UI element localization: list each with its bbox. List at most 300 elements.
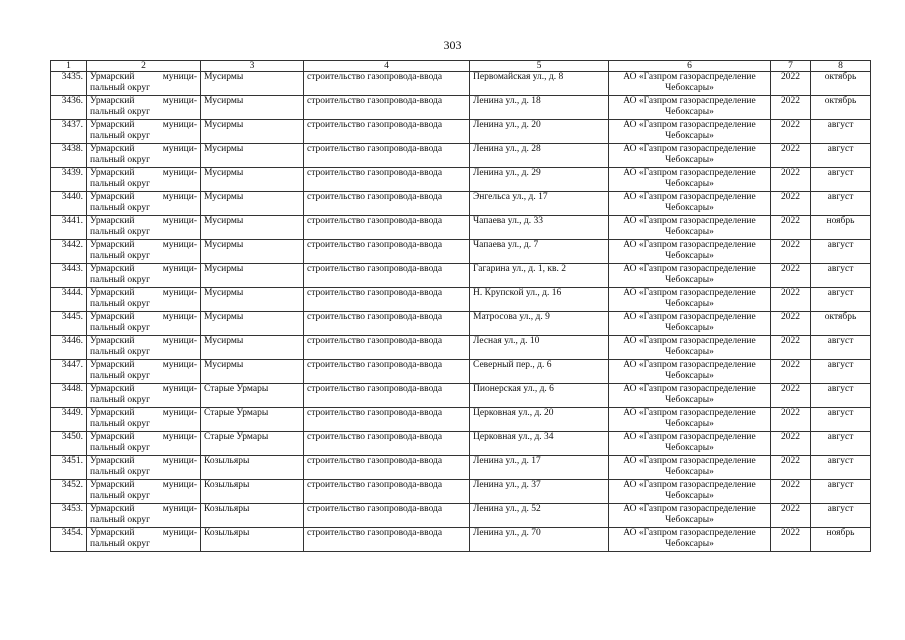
month-cell — [811, 216, 871, 240]
table-row — [51, 96, 871, 120]
row-number-cell — [51, 336, 87, 360]
work-cell — [304, 384, 470, 408]
address: Ленина ул., д. 52 — [473, 504, 541, 514]
organization-cell — [609, 336, 771, 360]
settlement-cell — [201, 456, 304, 480]
year-cell — [771, 240, 811, 264]
month: август — [827, 120, 854, 130]
year: 2022 — [781, 288, 800, 298]
table-row — [51, 408, 871, 432]
column-header: 8 — [811, 61, 871, 72]
district-cell — [87, 336, 201, 360]
organization-cell — [609, 240, 771, 264]
district-line-2: пальный округ — [90, 443, 151, 453]
address: Пионерская ул., д. 6 — [473, 384, 554, 394]
work-cell — [304, 192, 470, 216]
address: Ленина ул., д. 20 — [473, 120, 541, 130]
work-type: строительство газопровода-ввода — [307, 336, 443, 346]
address-cell — [470, 432, 609, 456]
month: август — [827, 408, 854, 418]
organization-line-2: Чебоксары» — [665, 515, 714, 525]
district-line-2: пальный округ — [90, 539, 151, 549]
settlement: Старые Урмары — [204, 432, 269, 442]
year-cell — [771, 312, 811, 336]
district-line-1: Урмарский муници- — [90, 144, 197, 154]
row-number: 3439. — [61, 168, 83, 178]
settlement-cell — [201, 120, 304, 144]
work-cell — [304, 72, 470, 96]
organization-line-1: АО «Газпром газораспределение — [623, 408, 756, 418]
settlement-cell — [201, 288, 304, 312]
district-line-2: пальный округ — [90, 371, 151, 381]
month-cell — [811, 144, 871, 168]
district-line-1: Урмарский муници- — [90, 240, 197, 250]
organization-line-1: АО «Газпром газораспределение — [623, 480, 756, 490]
address: Ленина ул., д. 70 — [473, 528, 541, 538]
table-row — [51, 288, 871, 312]
settlement: Мусирмы — [204, 72, 244, 82]
month: октябрь — [824, 312, 857, 322]
settlement: Мусирмы — [204, 144, 244, 154]
settlement-cell — [201, 72, 304, 96]
address: Ленина ул., д. 28 — [473, 144, 541, 154]
organization-line-2: Чебоксары» — [665, 179, 714, 189]
organization-line-2: Чебоксары» — [665, 491, 714, 501]
district-cell — [87, 240, 201, 264]
organization-cell — [609, 360, 771, 384]
district-line-1: Урмарский муници- — [90, 432, 197, 442]
year-cell — [771, 120, 811, 144]
row-number: 3437. — [61, 120, 83, 130]
work-cell — [304, 168, 470, 192]
year-cell — [771, 264, 811, 288]
district-cell — [87, 120, 201, 144]
address: Лесная ул., д. 10 — [473, 336, 540, 346]
month: ноябрь — [826, 528, 855, 538]
month-cell — [811, 120, 871, 144]
organization-line-2: Чебоксары» — [665, 251, 714, 261]
address: Северный пер., д. 6 — [473, 360, 552, 370]
year-cell — [771, 336, 811, 360]
district-line-2: пальный округ — [90, 107, 151, 117]
district-cell — [87, 360, 201, 384]
settlement: Мусирмы — [204, 312, 244, 322]
organization-line-2: Чебоксары» — [665, 347, 714, 357]
organization-cell — [609, 456, 771, 480]
month-cell — [811, 360, 871, 384]
organization-line-2: Чебоксары» — [665, 155, 714, 165]
address-cell — [470, 408, 609, 432]
table-row — [51, 192, 871, 216]
district-line-2: пальный округ — [90, 467, 151, 477]
month: август — [827, 168, 854, 178]
month-cell — [811, 312, 871, 336]
district-cell — [87, 288, 201, 312]
row-number-cell — [51, 480, 87, 504]
settlement-cell — [201, 312, 304, 336]
year-cell — [771, 216, 811, 240]
work-type: строительство газопровода-ввода — [307, 72, 443, 82]
month-cell — [811, 408, 871, 432]
address: Церковная ул., д. 20 — [473, 408, 554, 418]
month: август — [827, 360, 854, 370]
settlement: Козыльяры — [204, 480, 250, 490]
row-number: 3445. — [61, 312, 83, 322]
work-type: строительство газопровода-ввода — [307, 96, 443, 106]
district-line-2: пальный округ — [90, 251, 151, 261]
work-type: строительство газопровода-ввода — [307, 120, 443, 130]
settlement-cell — [201, 432, 304, 456]
work-type: строительство газопровода-ввода — [307, 264, 443, 274]
column-header: 2 — [87, 61, 201, 72]
district-cell — [87, 432, 201, 456]
year: 2022 — [781, 432, 800, 442]
column-header: 4 — [304, 61, 470, 72]
year: 2022 — [781, 504, 800, 514]
year: 2022 — [781, 408, 800, 418]
settlement-cell — [201, 504, 304, 528]
table-row — [51, 384, 871, 408]
table-row — [51, 528, 871, 552]
work-cell — [304, 240, 470, 264]
row-number-cell — [51, 264, 87, 288]
row-number: 3438. — [61, 144, 83, 154]
district-cell — [87, 144, 201, 168]
organization-cell — [609, 504, 771, 528]
organization-cell — [609, 264, 771, 288]
settlement-cell — [201, 384, 304, 408]
district-line-2: пальный округ — [90, 515, 151, 525]
settlement: Мусирмы — [204, 216, 244, 226]
month-cell — [811, 336, 871, 360]
district-line-2: пальный округ — [90, 179, 151, 189]
address: Ленина ул., д. 17 — [473, 456, 541, 466]
organization-cell — [609, 312, 771, 336]
settlement-cell — [201, 336, 304, 360]
table-row — [51, 432, 871, 456]
year: 2022 — [781, 312, 800, 322]
work-type: строительство газопровода-ввода — [307, 528, 443, 538]
year-cell — [771, 528, 811, 552]
year-cell — [771, 72, 811, 96]
organization-line-2: Чебоксары» — [665, 275, 714, 285]
address-cell — [470, 168, 609, 192]
district-line-2: пальный округ — [90, 275, 151, 285]
table-row — [51, 144, 871, 168]
row-number-cell — [51, 192, 87, 216]
address-cell — [470, 192, 609, 216]
settlement-cell — [201, 168, 304, 192]
organization-cell — [609, 144, 771, 168]
work-cell — [304, 480, 470, 504]
row-number-cell — [51, 360, 87, 384]
organization-line-1: АО «Газпром газораспределение — [623, 384, 756, 394]
month: август — [827, 480, 854, 490]
column-header: 6 — [609, 61, 771, 72]
organization-cell — [609, 288, 771, 312]
district-line-1: Урмарский муници- — [90, 312, 197, 322]
work-cell — [304, 120, 470, 144]
district-cell — [87, 312, 201, 336]
row-number: 3442. — [61, 240, 83, 250]
address-cell — [470, 360, 609, 384]
year-cell — [771, 96, 811, 120]
row-number-cell — [51, 216, 87, 240]
work-cell — [304, 216, 470, 240]
district-line-2: пальный округ — [90, 347, 151, 357]
month-cell — [811, 432, 871, 456]
district-cell — [87, 480, 201, 504]
month: ноябрь — [826, 216, 855, 226]
row-number: 3449. — [61, 408, 83, 418]
settlement-cell — [201, 360, 304, 384]
address: Чапаева ул., д. 7 — [473, 240, 539, 250]
row-number-cell — [51, 120, 87, 144]
settlement-cell — [201, 216, 304, 240]
month-cell — [811, 480, 871, 504]
address-cell — [470, 528, 609, 552]
work-type: строительство газопровода-ввода — [307, 216, 443, 226]
district-line-1: Урмарский муници- — [90, 384, 197, 394]
work-cell — [304, 96, 470, 120]
row-number-cell — [51, 312, 87, 336]
year: 2022 — [781, 72, 800, 82]
address: Церковная ул., д. 34 — [473, 432, 554, 442]
settlement-cell — [201, 528, 304, 552]
work-cell — [304, 432, 470, 456]
organization-line-2: Чебоксары» — [665, 131, 714, 141]
district-line-1: Урмарский муници- — [90, 120, 197, 130]
address-cell — [470, 504, 609, 528]
table-row — [51, 360, 871, 384]
organization-cell — [609, 408, 771, 432]
work-type: строительство газопровода-ввода — [307, 384, 443, 394]
table-row — [51, 168, 871, 192]
district-line-1: Урмарский муници- — [90, 504, 197, 514]
address-cell — [470, 120, 609, 144]
settlement: Козыльяры — [204, 456, 250, 466]
organization-line-1: АО «Газпром газораспределение — [623, 120, 756, 130]
district-line-1: Урмарский муници- — [90, 192, 197, 202]
address-cell — [470, 480, 609, 504]
column-header: 7 — [771, 61, 811, 72]
work-type: строительство газопровода-ввода — [307, 408, 443, 418]
year-cell — [771, 384, 811, 408]
organization-line-1: АО «Газпром газораспределение — [623, 456, 756, 466]
year: 2022 — [781, 216, 800, 226]
district-line-2: пальный округ — [90, 83, 151, 93]
address: Н. Крупской ул., д. 16 — [473, 288, 562, 298]
row-number-cell — [51, 96, 87, 120]
year-cell — [771, 288, 811, 312]
organization-line-1: АО «Газпром газораспределение — [623, 240, 756, 250]
organization-cell — [609, 216, 771, 240]
table-row — [51, 312, 871, 336]
month: август — [827, 240, 854, 250]
work-cell — [304, 456, 470, 480]
year-cell — [771, 168, 811, 192]
district-line-1: Урмарский муници- — [90, 216, 197, 226]
organization-line-1: АО «Газпром газораспределение — [623, 192, 756, 202]
settlement: Старые Урмары — [204, 384, 269, 394]
column-header: 1 — [51, 61, 87, 72]
settlement: Козыльяры — [204, 528, 250, 538]
month: август — [827, 504, 854, 514]
year: 2022 — [781, 240, 800, 250]
year-cell — [771, 504, 811, 528]
district-cell — [87, 216, 201, 240]
month-cell — [811, 504, 871, 528]
organization-line-1: АО «Газпром газораспределение — [623, 288, 756, 298]
settlement-cell — [201, 264, 304, 288]
row-number: 3447. — [61, 360, 83, 370]
address-cell — [470, 216, 609, 240]
address-cell — [470, 96, 609, 120]
organization-line-1: АО «Газпром газораспределение — [623, 504, 756, 514]
work-cell — [304, 528, 470, 552]
organization-line-2: Чебоксары» — [665, 395, 714, 405]
settlement: Мусирмы — [204, 264, 244, 274]
row-number-cell — [51, 72, 87, 96]
settlement-cell — [201, 240, 304, 264]
organization-line-2: Чебоксары» — [665, 371, 714, 381]
month: август — [827, 456, 854, 466]
organization-cell — [609, 72, 771, 96]
district-line-1: Урмарский муници- — [90, 168, 197, 178]
row-number: 3451. — [61, 456, 83, 466]
organization-line-2: Чебоксары» — [665, 203, 714, 213]
row-number-cell — [51, 240, 87, 264]
organization-line-1: АО «Газпром газораспределение — [623, 216, 756, 226]
year: 2022 — [781, 528, 800, 538]
organization-line-2: Чебоксары» — [665, 467, 714, 477]
year: 2022 — [781, 360, 800, 370]
row-number: 3448. — [61, 384, 83, 394]
settlement: Мусирмы — [204, 288, 244, 298]
district-cell — [87, 168, 201, 192]
work-cell — [304, 312, 470, 336]
table-row — [51, 456, 871, 480]
month-cell — [811, 528, 871, 552]
organization-line-2: Чебоксары» — [665, 419, 714, 429]
district-line-1: Урмарский муници- — [90, 336, 197, 346]
year-cell — [771, 144, 811, 168]
year: 2022 — [781, 336, 800, 346]
organization-line-1: АО «Газпром газораспределение — [623, 360, 756, 370]
work-cell — [304, 336, 470, 360]
settlement: Мусирмы — [204, 192, 244, 202]
work-cell — [304, 144, 470, 168]
row-number-cell — [51, 408, 87, 432]
year: 2022 — [781, 264, 800, 274]
district-line-1: Урмарский муници- — [90, 96, 197, 106]
settlement-cell — [201, 408, 304, 432]
month-cell — [811, 240, 871, 264]
work-type: строительство газопровода-ввода — [307, 288, 443, 298]
row-number: 3440. — [61, 192, 83, 202]
work-type: строительство газопровода-ввода — [307, 432, 443, 442]
year-cell — [771, 408, 811, 432]
table-row — [51, 216, 871, 240]
district-line-1: Урмарский муници- — [90, 528, 197, 538]
organization-cell — [609, 528, 771, 552]
district-cell — [87, 528, 201, 552]
district-cell — [87, 408, 201, 432]
settlement: Мусирмы — [204, 168, 244, 178]
row-number-cell — [51, 504, 87, 528]
settlement-cell — [201, 96, 304, 120]
month: август — [827, 264, 854, 274]
month: август — [827, 336, 854, 346]
table-row — [51, 480, 871, 504]
month: август — [827, 144, 854, 154]
year-cell — [771, 360, 811, 384]
row-number-cell — [51, 384, 87, 408]
organization-line-2: Чебоксары» — [665, 227, 714, 237]
organization-cell — [609, 168, 771, 192]
month-cell — [811, 192, 871, 216]
row-number-cell — [51, 432, 87, 456]
row-number: 3435. — [61, 72, 83, 82]
row-number: 3443. — [61, 264, 83, 274]
district-line-1: Урмарский муници- — [90, 72, 197, 82]
month-cell — [811, 384, 871, 408]
district-line-2: пальный округ — [90, 299, 151, 309]
organization-line-1: АО «Газпром газораспределение — [623, 336, 756, 346]
row-number-cell — [51, 144, 87, 168]
column-header: 3 — [201, 61, 304, 72]
month: август — [827, 192, 854, 202]
work-cell — [304, 408, 470, 432]
month-cell — [811, 168, 871, 192]
month: октябрь — [824, 72, 857, 82]
table-row — [51, 264, 871, 288]
address: Матросова ул., д. 9 — [473, 312, 550, 322]
address-cell — [470, 72, 609, 96]
row-number: 3454. — [61, 528, 83, 538]
district-line-2: пальный округ — [90, 419, 151, 429]
settlement-cell — [201, 192, 304, 216]
month: август — [827, 288, 854, 298]
row-number: 3450. — [61, 432, 83, 442]
address: Гагарина ул., д. 1, кв. 2 — [473, 264, 566, 274]
address-cell — [470, 456, 609, 480]
table-row — [51, 336, 871, 360]
table-row — [51, 120, 871, 144]
district-cell — [87, 192, 201, 216]
organization-cell — [609, 384, 771, 408]
work-type: строительство газопровода-ввода — [307, 360, 443, 370]
organization-line-2: Чебоксары» — [665, 323, 714, 333]
district-line-1: Урмарский муници- — [90, 264, 197, 274]
row-number: 3453. — [61, 504, 83, 514]
settlement-cell — [201, 144, 304, 168]
organization-line-2: Чебоксары» — [665, 299, 714, 309]
year-cell — [771, 456, 811, 480]
address-cell — [470, 264, 609, 288]
district-line-1: Урмарский муници- — [90, 288, 197, 298]
row-number: 3452. — [61, 480, 83, 490]
settlement: Мусирмы — [204, 336, 244, 346]
year: 2022 — [781, 192, 800, 202]
work-type: строительство газопровода-ввода — [307, 240, 443, 250]
organization-line-1: АО «Газпром газораспределение — [623, 72, 756, 82]
work-cell — [304, 504, 470, 528]
district-line-1: Урмарский муници- — [90, 360, 197, 370]
address: Чапаева ул., д. 33 — [473, 216, 544, 226]
organization-line-1: АО «Газпром газораспределение — [623, 168, 756, 178]
district-cell — [87, 456, 201, 480]
